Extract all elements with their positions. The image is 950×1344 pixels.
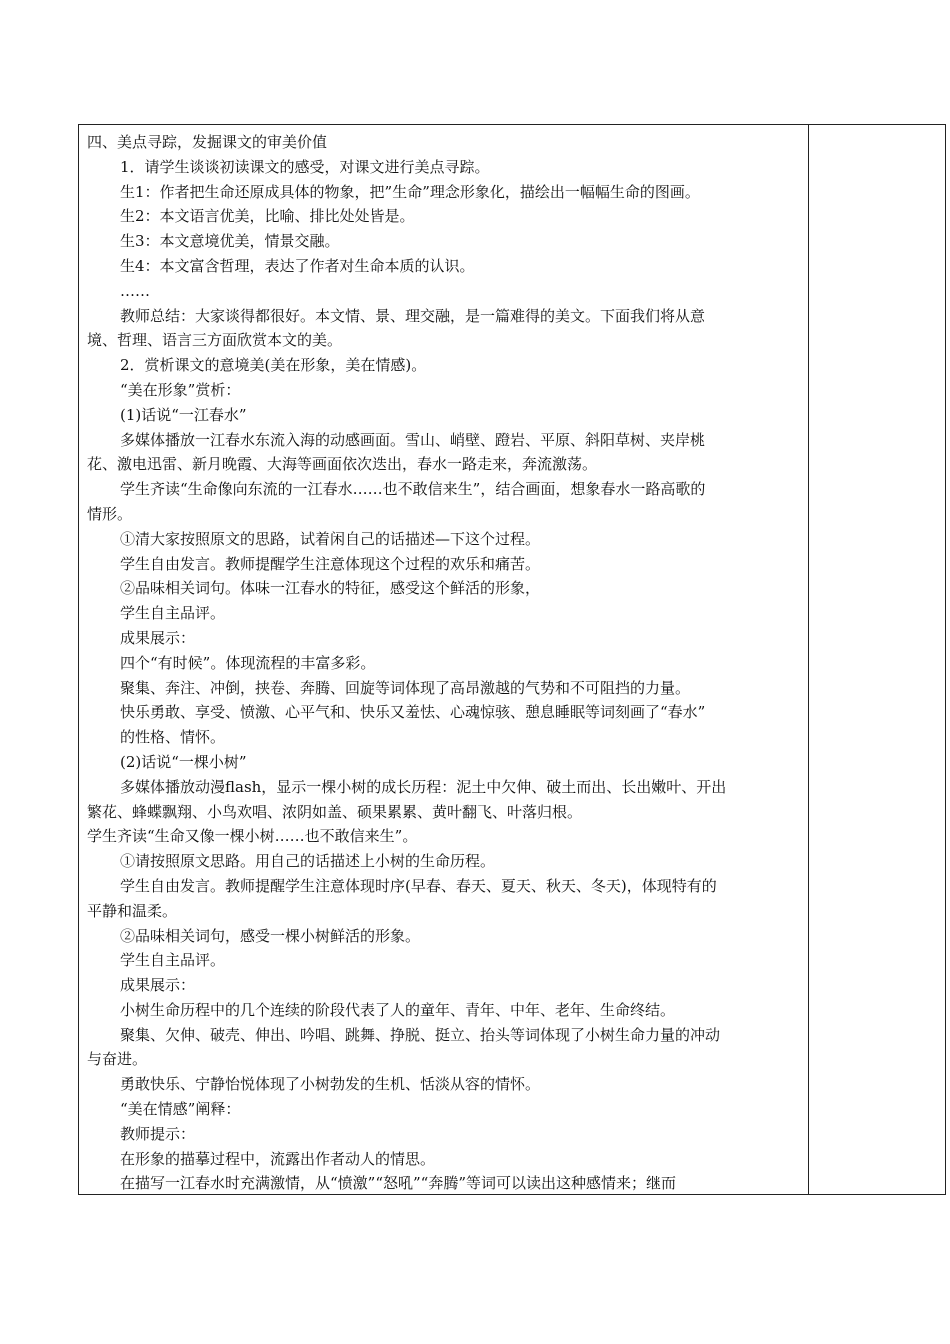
text-line: 学生自由发言。教师提醒学生注意体现这个过程的欢乐和痛苦。 [120,554,541,573]
text-line: …… [120,281,150,300]
text-line: 繁花、蜂蝶飘翔、小鸟欢唱、浓阴如盖、硕果累累、黄叶翻飞、叶落归根。 [87,802,583,821]
text-line: (1)话说“一江春水” [120,405,247,424]
text-line: 在描写一江春水时充满激情，从“愤激”“怒吼”“奔腾”等词可以读出这种感情来；继而 [120,1174,677,1193]
text-line: “美在形象”赏析： [120,380,241,399]
text-line: 学生齐读“生命像向东流的一江春水……也不敢信来生”，结合画面，想象春水一路高歌的 [120,480,706,499]
text-line: 学生自由发言。教师提醒学生注意体现时序(早春、春天、夏天、秋天、冬天)，体现特有的 [120,876,717,895]
text-line: 四个“有时候”。体现流程的丰富多彩。 [120,653,376,672]
text-line: 成果展示： [120,628,196,647]
text-line: 四、美点寻踪，发掘课文的审美价值 [87,133,328,151]
text-line: 在形象的描摹过程中，流露出作者动人的情思。 [120,1149,436,1168]
text-line: ②品味相关词句。体味一江春水的特征，感受这个鲜活的形象， [120,579,541,598]
text-line: 多媒体播放一江春水东流入海的动感画面。雪山、峭壁、蹬岩、平原、斜阳草树、夹岸桃 [120,430,706,449]
text-line: 生2：本文语言优美，比喻、排比处处皆是。 [120,207,415,226]
text-line: 聚集、欠伸、破壳、伸出、吟唱、跳舞、挣脱、挺立、抬头等词体现了小树生命力量的冲动 [120,1025,721,1044]
lesson-table [78,124,946,1195]
text-line: 成果展示： [120,976,196,995]
text-line: 1．请学生谈谈初读课文的感受，对课文进行美点寻踪。 [120,157,490,176]
text-line: 学生自主品评。 [120,951,226,970]
text-line: 生4：本文富含哲理，表达了作者对生命本质的认识。 [120,256,475,275]
text-line: 教师总结：大家谈得都很好。本文情、景、理交融，是一篇难得的美文。下面我们将从意 [120,306,706,325]
text-line: 平静和温柔。 [87,901,178,920]
text-line: 花、激电迅雷、新月晚霞、大海等画面依次迭出，春水一路走来，奔流激荡。 [87,455,598,474]
text-line: 学生齐读“生命又像一棵小树……也不敢信来生”。 [87,827,418,846]
text-line: 小树生命历程中的几个连续的阶段代表了人的童年、青年、中年、老年、生命终结。 [120,1000,676,1019]
text-line: 与奋进。 [87,1050,148,1069]
text-line: ①清大家按照原文的思路，试着闲自己的话描述—下这个过程。 [120,529,541,548]
text-line: ①请按照原文思路。用自己的话描述上小树的生命历程。 [120,852,496,871]
text-line: 聚集、奔注、冲倒，挟卷、奔腾、回旋等词体现了高昂激越的气势和不可阻挡的力量。 [120,678,691,697]
text-line: 快乐勇敢、享受、愤激、心平气和、快乐又羞怯、心魂惊骇、憩息睡眠等词刻画了“春水” [120,703,706,722]
text-line: 学生自主品评。 [120,604,226,623]
text-line: 的性格、情怀。 [120,728,226,747]
lesson-content-cell [87,130,803,1196]
text-line: 情形。 [87,504,133,523]
text-line: (2)话说“一棵小树” [120,752,247,771]
notes-column-divider [808,125,809,1194]
text-line: ②品味相关词句，感受一棵小树鲜活的形象。 [120,926,421,945]
text-line: 勇敢快乐、宁静怡悦体现了小树勃发的生机、恬淡从容的情怀。 [120,1075,541,1094]
text-line: 生3：本文意境优美，情景交融。 [120,232,340,251]
text-line: 教师提示： [120,1124,196,1143]
text-line: 2．赏析课文的意境美(美在形象，美在情感)。 [120,356,427,375]
text-line: 生1：作者把生命还原成具体的物象，把”生命”理念形象化，描绘出一幅幅生命的图画。 [120,182,700,201]
text-line: “美在情感”阐释： [120,1100,241,1119]
text-line: 多媒体播放动漫flash，显示一棵小树的成长历程：泥土中欠伸、破土而出、长出嫩叶、开出 [120,777,727,796]
text-line: 境、哲理、语言三方面欣赏本文的美。 [87,331,343,350]
